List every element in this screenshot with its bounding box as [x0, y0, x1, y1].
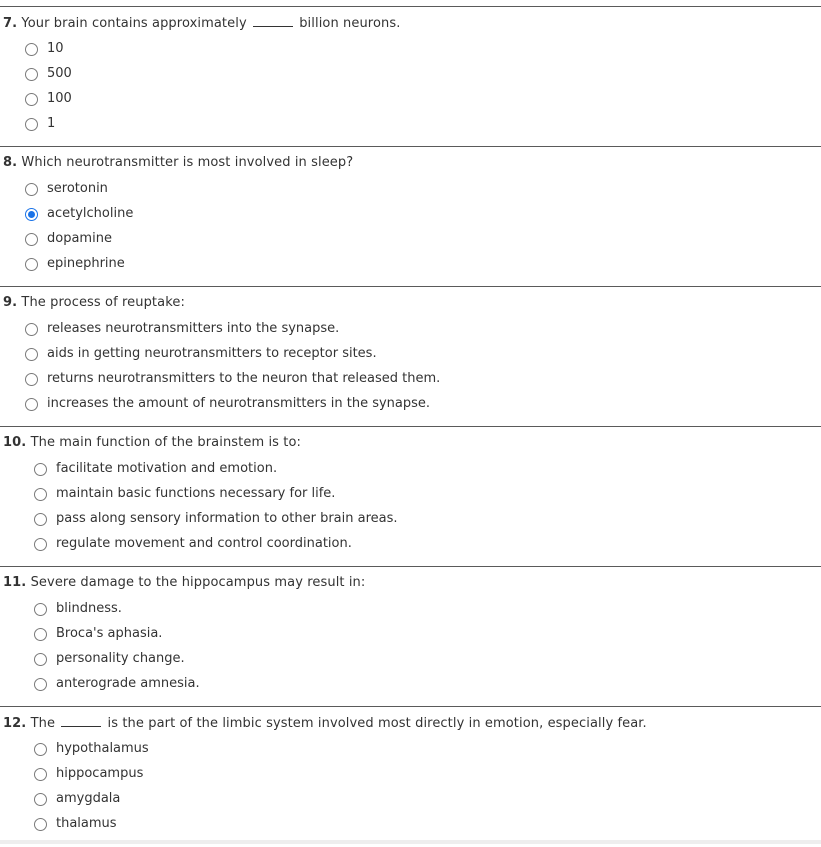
radio-button[interactable]: [25, 348, 38, 361]
option-label: returns neurotransmitters to the neuron that released them.: [47, 371, 441, 386]
question-prompt: Severe damage to the hippocampus may result in:: [30, 575, 366, 590]
option-label: 1: [47, 116, 56, 131]
radio-button[interactable]: [25, 258, 38, 271]
radio-button[interactable]: [25, 118, 38, 131]
question-text: [3, 155, 353, 170]
question-text-after-blank: is the part of the limbic system involved most directly in emotion, especially fear.: [107, 716, 647, 731]
option-label: regulate movement and control coordination.: [56, 536, 352, 551]
fill-in-blank: [253, 15, 293, 27]
question-prompt: The process of reuptake:: [21, 295, 185, 310]
radio-button-selected[interactable]: [25, 208, 38, 221]
radio-button[interactable]: [34, 768, 47, 781]
fill-in-blank: [61, 715, 101, 727]
question-7: [0, 6, 821, 147]
question-number: 11.: [3, 575, 27, 590]
question-8: [0, 146, 821, 287]
option-label: releases neurotransmitters into the synapse.: [47, 321, 340, 336]
radio-button[interactable]: [34, 793, 47, 806]
radio-button[interactable]: [34, 743, 47, 756]
option-label: blindness.: [56, 601, 122, 616]
radio-button[interactable]: [25, 323, 38, 336]
option-label: personality change.: [56, 651, 185, 666]
question-number: 7.: [3, 16, 18, 31]
option-label: pass along sensory information to other brain areas.: [56, 511, 398, 526]
option-label: facilitate motivation and emotion.: [56, 461, 278, 476]
radio-button[interactable]: [34, 513, 47, 526]
question-10: [0, 426, 821, 567]
question-text-after-blank: billion neurons.: [299, 16, 401, 31]
option-label: maintain basic functions necessary for life.: [56, 486, 336, 501]
question-text-before-blank: Your brain contains approximately: [21, 16, 247, 31]
option-label: hippocampus: [56, 766, 144, 781]
question-text: [3, 15, 400, 31]
question-number: 8.: [3, 155, 18, 170]
option-label: serotonin: [47, 181, 108, 196]
option-label: increases the amount of neurotransmitters in the synapse.: [47, 396, 431, 411]
option-label: hypothalamus: [56, 741, 149, 756]
question-text: [3, 295, 185, 310]
option-label: 100: [47, 91, 72, 106]
option-label: acetylcholine: [47, 206, 134, 221]
option-label: amygdala: [56, 791, 121, 806]
radio-button[interactable]: [34, 653, 47, 666]
question-number: 12.: [3, 716, 27, 731]
radio-button[interactable]: [34, 538, 47, 551]
radio-button[interactable]: [25, 68, 38, 81]
option-label: 500: [47, 66, 72, 81]
radio-button[interactable]: [25, 43, 38, 56]
question-number: 10.: [3, 435, 27, 450]
radio-button[interactable]: [34, 488, 47, 501]
radio-button[interactable]: [25, 398, 38, 411]
option-label: epinephrine: [47, 256, 125, 271]
radio-button[interactable]: [34, 678, 47, 691]
question-prompt: Which neurotransmitter is most involved in sleep?: [21, 155, 354, 170]
radio-button[interactable]: [34, 603, 47, 616]
radio-button[interactable]: [25, 233, 38, 246]
radio-button[interactable]: [34, 463, 47, 476]
radio-button[interactable]: [25, 183, 38, 196]
option-label: aids in getting neurotransmitters to receptor sites.: [47, 346, 377, 361]
option-label: thalamus: [56, 816, 117, 831]
question-text: [3, 435, 301, 450]
question-9: [0, 286, 821, 427]
question-text-before-blank: The: [30, 716, 56, 731]
option-label: dopamine: [47, 231, 112, 246]
question-number: 9.: [3, 295, 18, 310]
radio-button[interactable]: [34, 628, 47, 641]
question-prompt: The main function of the brainstem is to:: [30, 435, 301, 450]
option-label: anterograde amnesia.: [56, 676, 200, 691]
radio-button[interactable]: [34, 818, 47, 831]
option-label: 10: [47, 41, 64, 56]
question-text: [3, 715, 647, 731]
option-label: Broca's aphasia.: [56, 626, 163, 641]
question-text: [3, 575, 365, 590]
radio-button[interactable]: [25, 373, 38, 386]
question-12: [0, 706, 821, 847]
question-11: [0, 566, 821, 707]
page-bottom-edge: [0, 840, 821, 844]
radio-button[interactable]: [25, 93, 38, 106]
